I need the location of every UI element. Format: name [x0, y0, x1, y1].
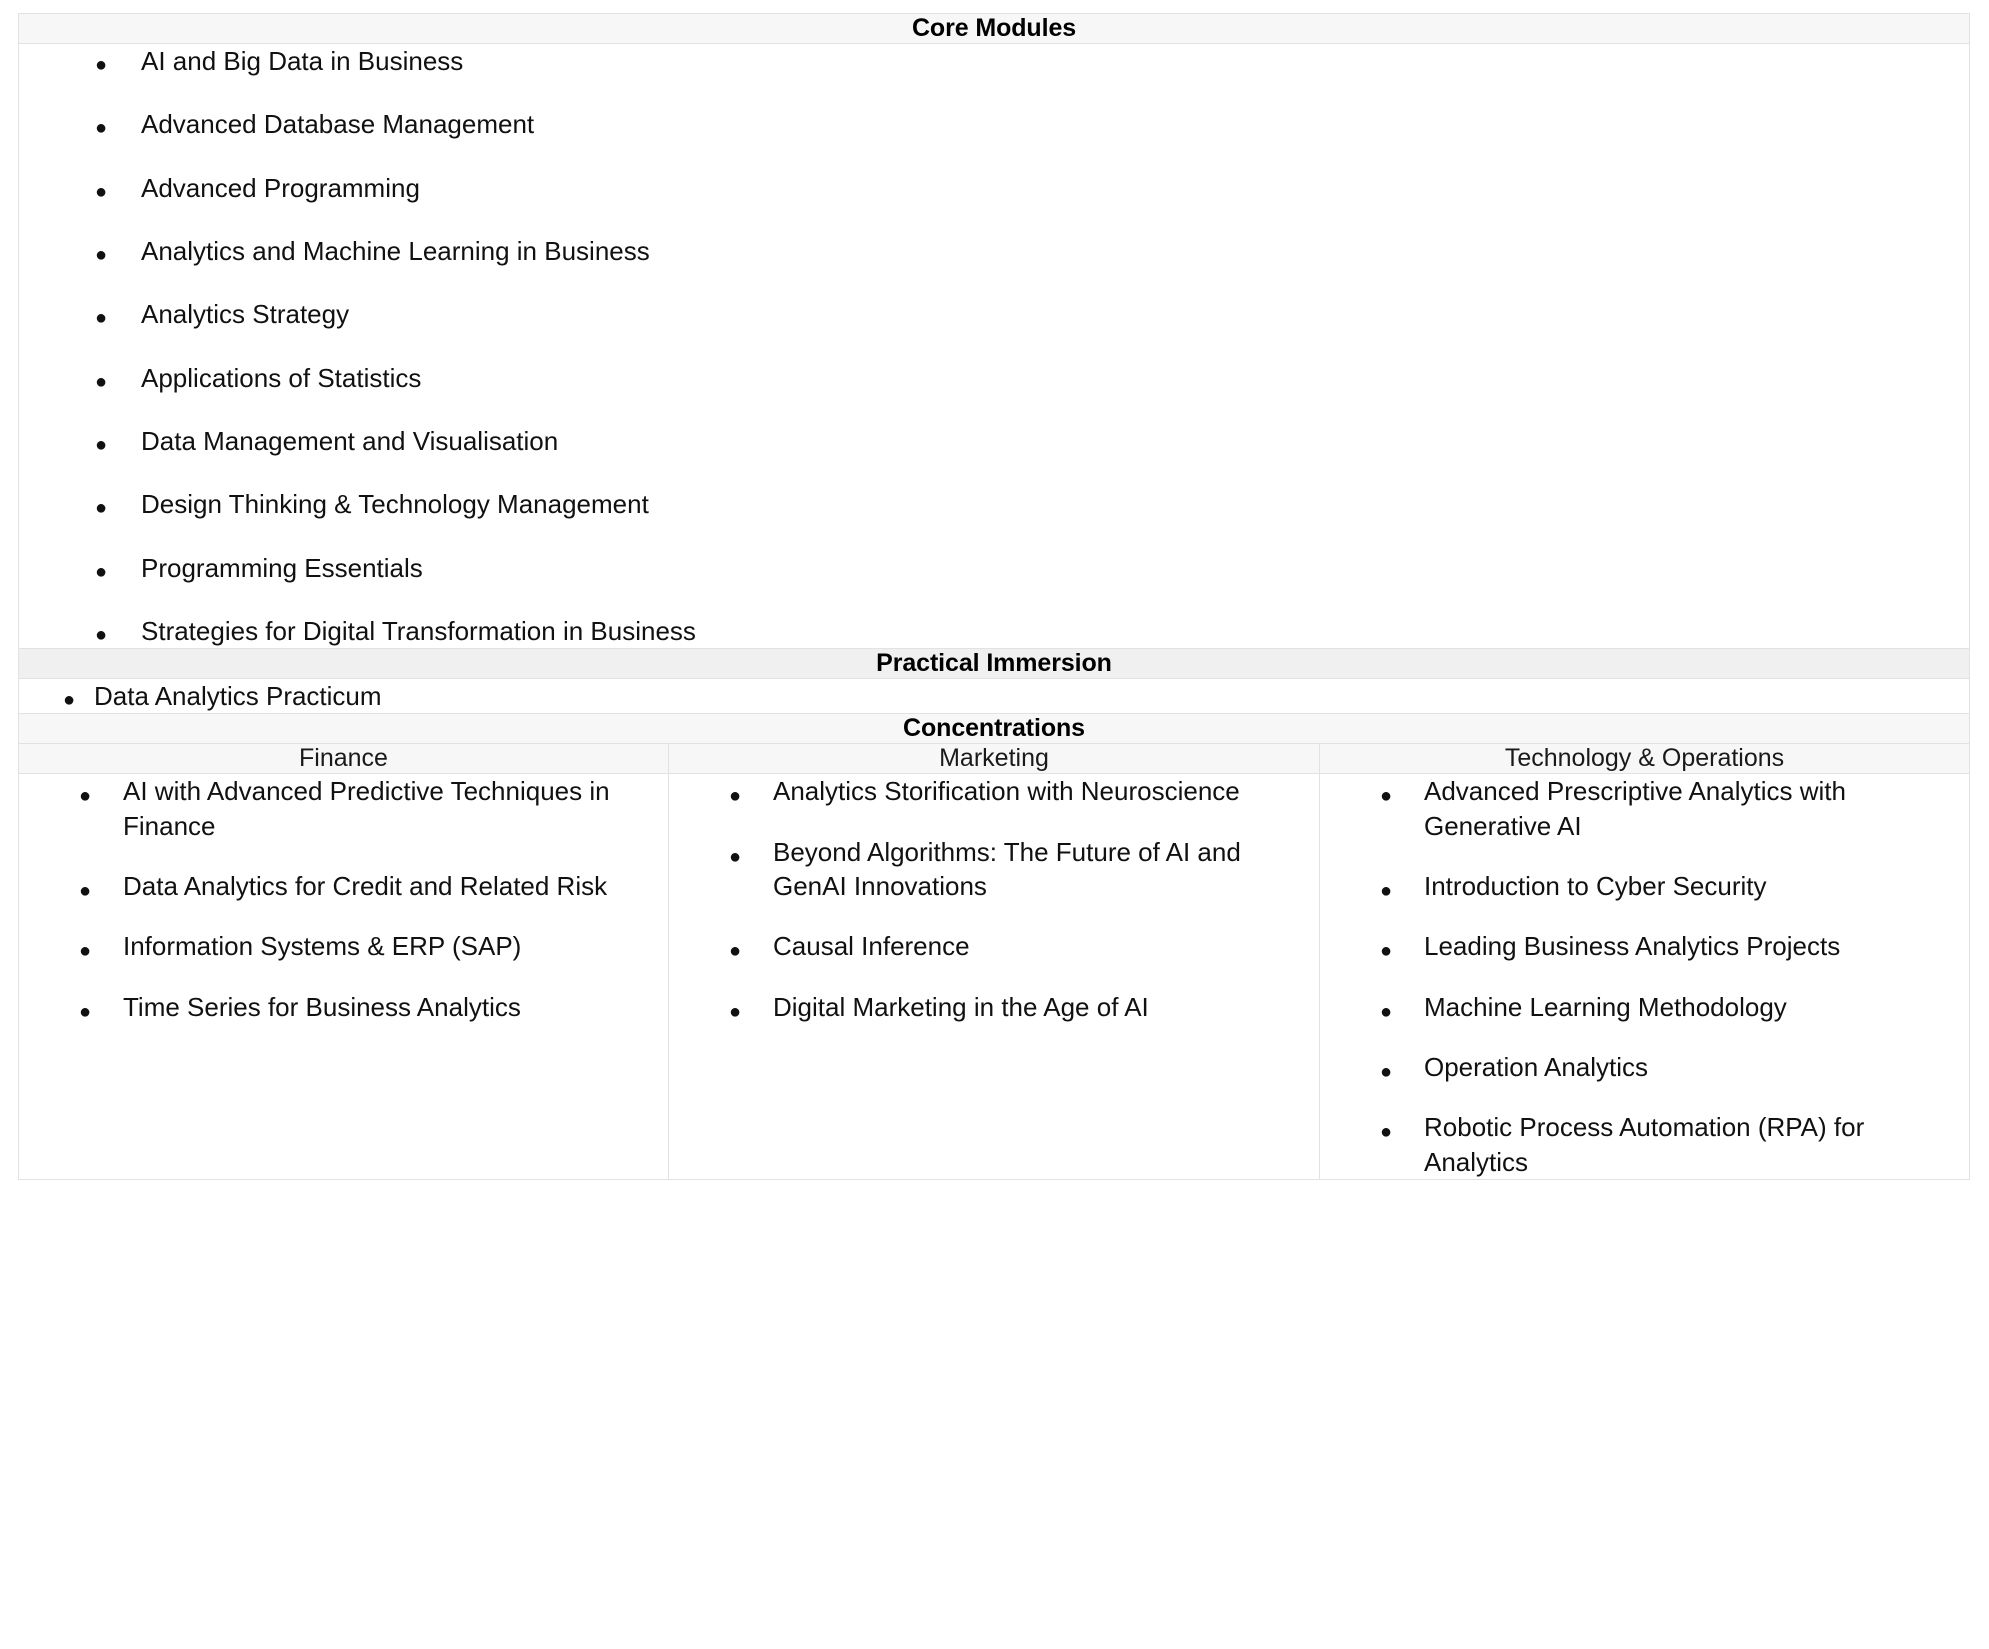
- finance-module-list: [19, 774, 668, 1024]
- module-label: Analytics Storification with Neuroscience: [773, 776, 1240, 807]
- module-label: Data Analytics for Credit and Related Risk: [123, 871, 608, 902]
- curriculum-table: [18, 13, 1970, 1180]
- column-header-technology-operations: Technology & Operations: [1320, 744, 1970, 774]
- list-item: [19, 774, 668, 843]
- module-label: Programming Essentials: [141, 552, 423, 583]
- column-header-finance: Finance: [19, 744, 669, 774]
- concentration-body-row: [19, 774, 1970, 1180]
- module-label: Analytics Strategy: [141, 299, 350, 330]
- module-label: Advanced Prescriptive Analytics with Generative AI: [1424, 776, 1846, 841]
- module-label: Design Thinking & Technology Management: [141, 489, 649, 520]
- module-label: Causal Inference: [773, 931, 970, 962]
- bullet-icon: ●: [63, 689, 76, 712]
- list-item: [1320, 869, 1969, 903]
- module-label: Leading Business Analytics Projects: [1424, 931, 1841, 962]
- list-item: [19, 869, 668, 903]
- bullet-icon: ●: [729, 940, 742, 963]
- column-header-marketing: Marketing: [669, 744, 1320, 774]
- module-label: AI with Advanced Predictive Techniques in Finance: [123, 776, 610, 841]
- list-item: [19, 679, 1969, 713]
- bullet-icon: ●: [79, 940, 92, 963]
- bullet-icon: ●: [79, 1000, 92, 1023]
- list-item: [669, 835, 1319, 904]
- bullet-icon: ●: [1380, 880, 1393, 903]
- module-label: AI and Big Data in Business: [141, 46, 464, 76]
- section-body-row-core-modules: [19, 44, 1970, 649]
- list-item: [1320, 929, 1969, 963]
- list-item: [669, 990, 1319, 1024]
- bullet-icon: ●: [95, 307, 108, 330]
- bullet-icon: ●: [95, 560, 108, 583]
- list-item: [1320, 774, 1969, 843]
- module-label: Machine Learning Methodology: [1424, 991, 1787, 1022]
- concentration-cell-marketing: [669, 774, 1320, 1180]
- section-title-concentrations: Concentrations: [19, 714, 1970, 744]
- list-item: [1320, 1050, 1969, 1084]
- bullet-icon: ●: [95, 433, 108, 456]
- bullet-icon: ●: [95, 497, 108, 520]
- bullet-icon: ●: [1380, 940, 1393, 963]
- bullet-icon: ●: [729, 785, 742, 808]
- bullet-icon: ●: [95, 180, 108, 203]
- list-item: [19, 487, 1969, 521]
- list-item: [19, 614, 1969, 648]
- section-body-row-practical-immersion: [19, 679, 1970, 714]
- list-item: [19, 171, 1969, 205]
- list-item: [19, 44, 1969, 78]
- list-item: [669, 929, 1319, 963]
- bullet-icon: ●: [95, 370, 108, 393]
- bullet-icon: ●: [95, 623, 108, 646]
- section-header-row-concentrations: [19, 714, 1970, 744]
- module-label: Beyond Algorithms: The Future of AI and GenAI Innovations: [773, 836, 1241, 902]
- bullet-icon: ●: [95, 117, 108, 140]
- list-item: [19, 297, 1969, 331]
- module-label: Introduction to Cyber Security: [1424, 871, 1767, 902]
- module-label: Time Series for Business Analytics: [123, 991, 521, 1022]
- module-label: Advanced Database Management: [141, 109, 535, 140]
- module-label: Analytics and Machine Learning in Business: [141, 235, 650, 266]
- bullet-icon: ●: [1380, 1000, 1393, 1023]
- bullet-icon: ●: [729, 1000, 742, 1023]
- list-item: [19, 424, 1969, 458]
- bullet-icon: ●: [95, 54, 108, 76]
- list-item: [19, 234, 1969, 268]
- concentration-cell-technology-operations: [1320, 774, 1970, 1180]
- list-item: [1320, 1110, 1969, 1179]
- list-item: [669, 774, 1319, 808]
- section-header-row-core-modules: [19, 14, 1970, 44]
- bullet-icon: ●: [79, 785, 92, 808]
- bullet-icon: ●: [1380, 785, 1393, 808]
- section-title-practical-immersion: Practical Immersion: [19, 649, 1970, 679]
- section-header-row-practical-immersion: [19, 649, 1970, 679]
- bullet-icon: ●: [1380, 1121, 1393, 1144]
- module-label: Information Systems & ERP (SAP): [123, 931, 522, 962]
- list-item: [19, 990, 668, 1024]
- module-label: Advanced Programming: [141, 172, 420, 203]
- list-item: [19, 361, 1969, 395]
- concentration-column-header-row: [19, 744, 1970, 774]
- bullet-icon: ●: [729, 845, 742, 868]
- bullet-icon: ●: [1380, 1061, 1393, 1083]
- module-label: Applications of Statistics: [141, 362, 422, 393]
- marketing-module-list: [669, 774, 1319, 1024]
- section-title-core-modules: Core Modules: [19, 14, 1970, 44]
- list-item: [19, 107, 1969, 141]
- bullet-icon: ●: [79, 880, 92, 903]
- core-modules-cell: [19, 44, 1970, 649]
- module-label: Digital Marketing in the Age of AI: [773, 991, 1149, 1022]
- module-label: Robotic Process Automation (RPA) for Analytics: [1424, 1112, 1865, 1177]
- list-item: [19, 929, 668, 963]
- concentration-cell-finance: [19, 774, 669, 1180]
- list-item: [1320, 990, 1969, 1024]
- core-modules-list: [19, 44, 1969, 648]
- bullet-icon: ●: [95, 243, 108, 266]
- technology-operations-module-list: [1320, 774, 1969, 1179]
- practical-immersion-list: [19, 679, 1969, 713]
- module-label: Operation Analytics: [1424, 1052, 1649, 1082]
- list-item: [19, 551, 1969, 585]
- module-label: Strategies for Digital Transformation in Business: [141, 615, 696, 646]
- module-label: Data Analytics Practicum: [94, 681, 382, 712]
- module-label: Data Management and Visualisation: [141, 425, 559, 456]
- practical-immersion-cell: [19, 679, 1970, 714]
